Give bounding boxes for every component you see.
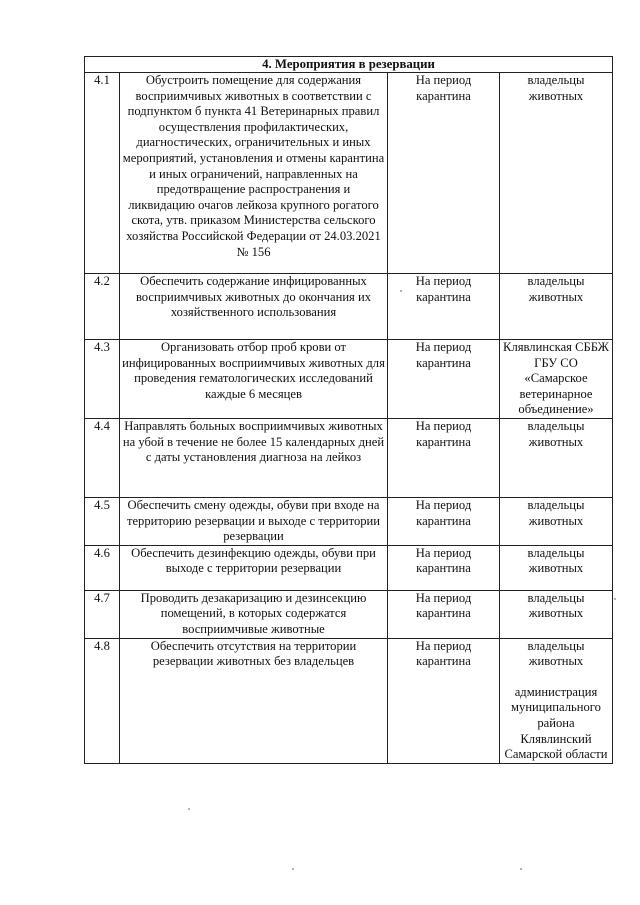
table-row [85,497,613,545]
row-period: На период карантина [388,418,500,497]
responsible-party: владельцы животных [527,638,585,669]
row-action: Организовать отбор проб крови от инфицированных восприимчивых животных для проведения гематологических исследований каждые 6 месяцев [120,340,388,419]
row-number: 4.6 [85,545,120,590]
responsible-party: владельцы животных [527,274,585,304]
row-number: 4.4 [85,418,120,497]
table-row [85,73,613,274]
row-number: 4.7 [85,590,120,638]
scan-speck [400,290,402,292]
table-row [85,590,613,638]
responsible-party: владельцы животных [527,590,585,621]
responsible-party: администрация муниципального района Клявлинский Самарской области [504,684,608,762]
row-number: 4.5 [85,497,120,545]
row-period: На период карантина [388,545,500,590]
table-row [85,545,613,590]
row-action: Проводить дезакаризацию и дезинсекцию помещений, в которых содержатся восприимчивые животные [120,590,388,638]
scan-speck [520,868,522,870]
row-responsible [500,418,613,497]
row-action: Обеспечить отсутствия на территории резервации животных без владельцев [120,638,388,763]
row-responsible [500,497,613,545]
table-row [85,418,613,497]
row-period: На период карантина [388,340,500,419]
row-number: 4.1 [85,73,120,274]
row-action: Обеспечить содержание инфицированных восприимчивых животных до окончания их хозяйственного использования [120,274,388,340]
table-row [85,638,613,763]
row-period: На период карантина [388,497,500,545]
row-period: На период карантина [388,638,500,763]
row-number: 4.8 [85,638,120,763]
row-responsible [500,340,613,419]
table-row [85,340,613,419]
row-action: Направлять больных восприимчивых животных на убой в течение не более 15 календарных дней с даты установления диагноза на лейкоз [120,418,388,497]
measures-table [84,56,613,764]
row-action: Обеспечить дезинфекцию одежды, обуви при выходе с территории резервации [120,545,388,590]
responsible-party: владельцы животных [527,418,585,449]
row-responsible [500,274,613,340]
responsible-party: Клявлинская СББЖ ГБУ СО «Самарское ветеринарное объединение» [503,340,609,417]
row-number: 4.3 [85,340,120,419]
section-header-row [85,57,613,73]
row-responsible [500,590,613,638]
row-action: Обеспечить смену одежды, обуви при входе на территорию резервации и выходе с территории резервации [120,497,388,545]
row-period: На период карантина [388,590,500,638]
row-period: На период карантина [388,274,500,340]
section-title: 4. Мероприятия в резервации [85,57,613,73]
row-period: На период карантина [388,73,500,274]
scan-speck [614,598,616,600]
scan-speck [292,868,294,870]
scan-speck [188,808,190,810]
row-action: Обустроить помещение для содержания восприимчивых животных в соответствии с подпунктом б пункта 41 Ветеринарных правил осуществления профилактических, диагностических, ограничительных и иных мероприятий, установления и отмены карантина и иных ограничений, направленных на предотвращение распространения и ликвидацию очагов лейкоза крупного рогатого скота, утв. приказом Министерства сельского хозяйства Российской Федерации от 24.03.2021 № 156 [120,73,388,274]
row-responsible [500,545,613,590]
responsible-party: владельцы животных [527,73,585,103]
table-row [85,274,613,340]
responsible-party: владельцы животных [527,497,585,528]
row-number: 4.2 [85,274,120,340]
row-responsible [500,73,613,274]
responsible-party: владельцы животных [527,545,585,576]
row-responsible [500,638,613,763]
